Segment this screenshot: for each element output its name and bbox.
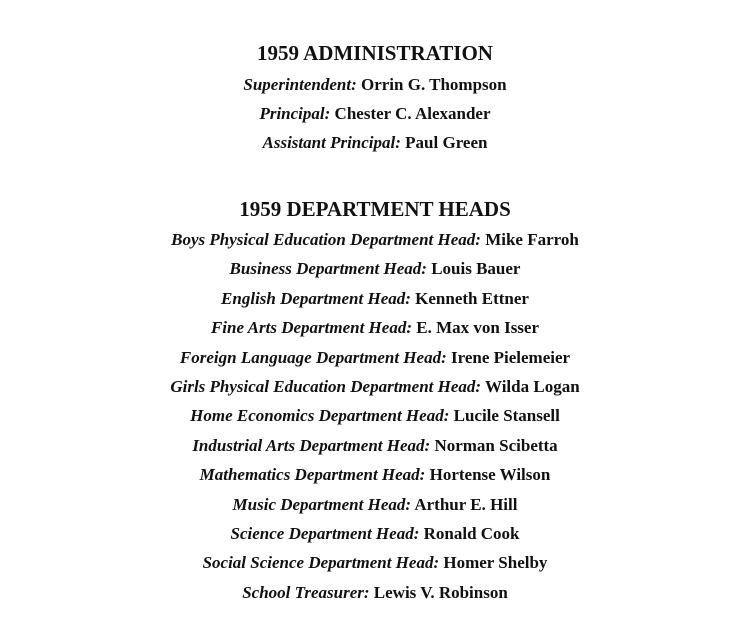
admin-name: Chester C. Alexander (334, 104, 491, 123)
department-role: Foreign Language Department Head: (179, 347, 447, 367)
department-role: Business Department Head: (229, 259, 427, 279)
department-head-name: E. Max von Isser (416, 318, 540, 338)
department-head-name: Louis Bauer (431, 259, 521, 279)
admin-role: Superintendent: (243, 75, 357, 94)
department-head-name: Norman Scibetta (434, 435, 558, 455)
department-heads-heading: 1959 DEPARTMENT HEADS (239, 197, 511, 221)
department-role: Girls Physical Education Department Head: (170, 377, 482, 397)
department-head-entry (0, 284, 750, 313)
department-head-entry (0, 548, 750, 577)
department-head-entry (0, 343, 750, 372)
administration-heading: 1959 ADMINISTRATION (257, 41, 493, 65)
department-role: Industrial Arts Department Head: (192, 435, 431, 455)
admin-name: Orrin G. Thompson (360, 75, 507, 94)
admin-entry (0, 128, 750, 157)
department-role: School Treasurer: (242, 582, 370, 602)
department-head-name: Irene Pielemeier (450, 347, 571, 367)
admin-role: Principal: (259, 104, 331, 123)
department-role: English Department Head: (221, 288, 411, 308)
department-head-name: Ronald Cook (423, 524, 520, 544)
department-head-name: Arthur E. Hill (414, 494, 518, 514)
department-role: Science Department Head: (230, 524, 420, 544)
department-role: Mathematics Department Head: (199, 465, 426, 485)
department-head-entry (0, 225, 750, 254)
department-head-name: Kenneth Ettner (415, 288, 529, 308)
department-role: Boys Physical Education Department Head: (171, 230, 481, 249)
admin-name: Paul Green (405, 133, 488, 152)
department-head-entry (0, 519, 750, 548)
department-head-name: Wilda Logan (485, 377, 580, 397)
department-head-name: Mike Farroh (485, 230, 579, 249)
admin-entry (0, 70, 750, 99)
department-head-entry (0, 431, 750, 460)
department-head-entry (0, 401, 750, 430)
admin-role: Assistant Principal: (262, 133, 401, 152)
department-head-entry (0, 490, 750, 519)
department-role: Music Department Head: (232, 494, 412, 514)
administration-section (0, 40, 750, 157)
department-heads-section (0, 196, 750, 607)
department-role: Fine Arts Department Head: (210, 318, 412, 338)
department-role: Home Economics Department Head: (190, 406, 450, 426)
department-role: Social Science Department Head: (202, 553, 440, 573)
department-head-name: Hortense Wilson (429, 465, 551, 485)
department-head-entry (0, 578, 750, 607)
department-head-entry (0, 254, 750, 283)
department-head-name: Lucile Stansell (453, 406, 560, 426)
department-head-name: Homer Shelby (443, 553, 548, 573)
department-head-name: Lewis V. Robinson (373, 582, 508, 602)
department-head-entry (0, 460, 750, 489)
admin-entry (0, 99, 750, 128)
department-head-entry (0, 313, 750, 342)
department-head-entry (0, 372, 750, 401)
